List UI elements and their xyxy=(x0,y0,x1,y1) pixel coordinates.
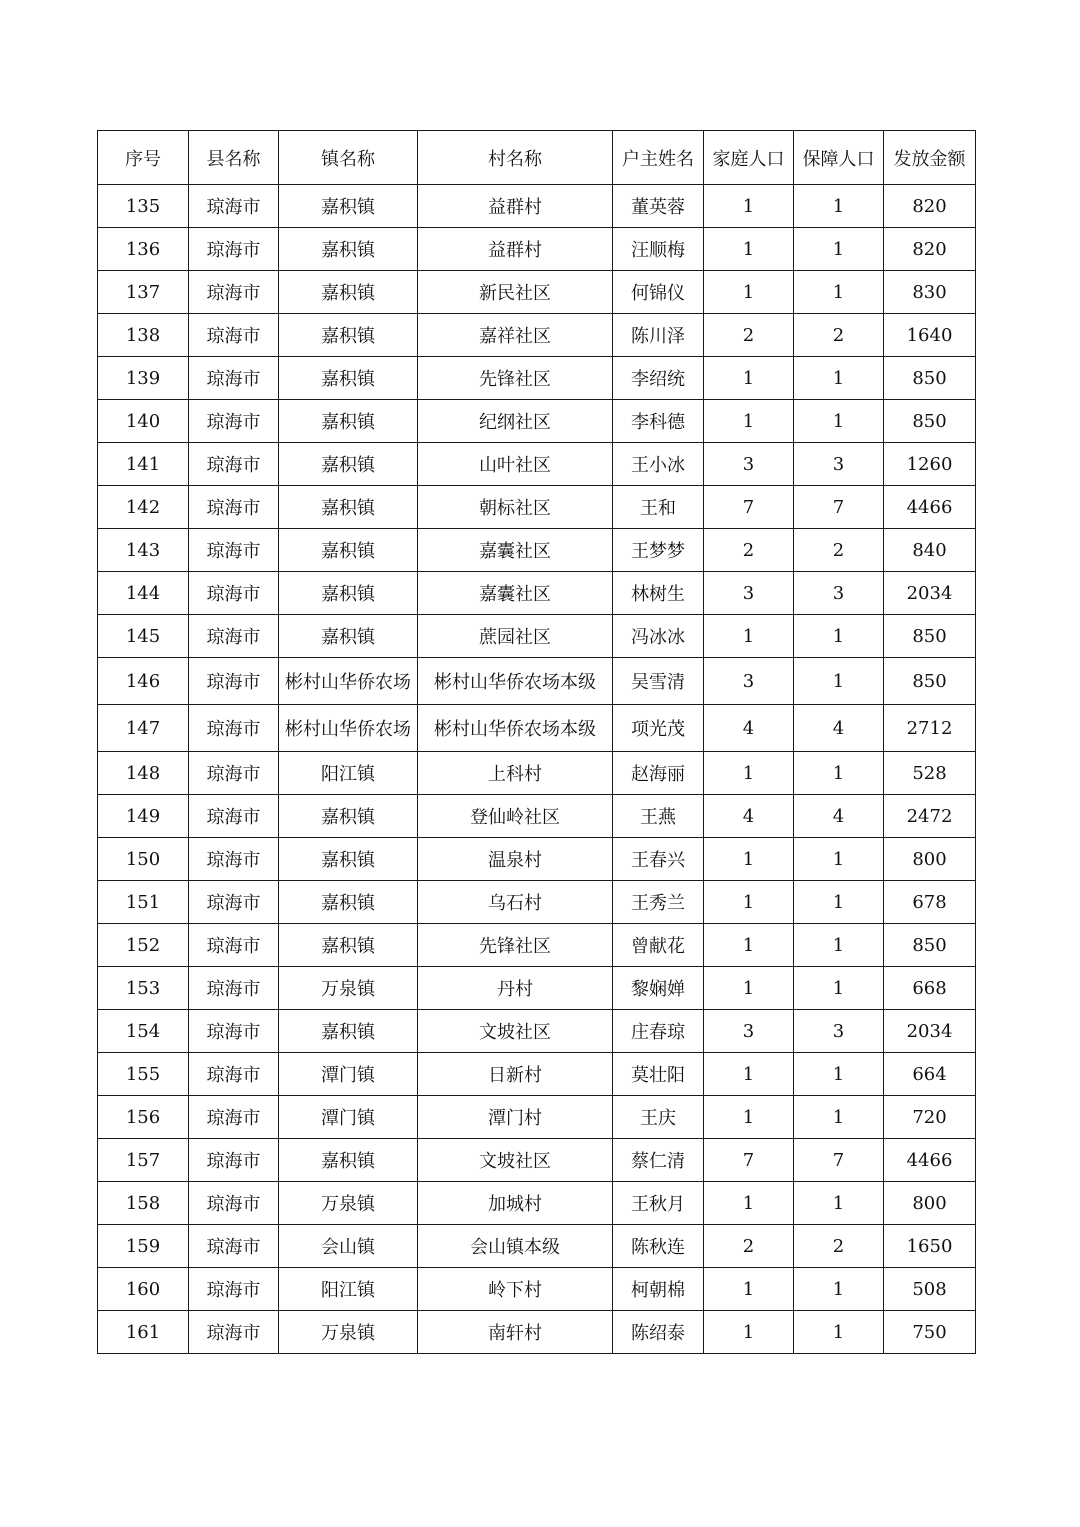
county-cell: 琼海市 xyxy=(189,486,279,529)
family-population-cell: 4 xyxy=(704,795,794,838)
table-row xyxy=(98,1268,976,1311)
amount-cell: 820 xyxy=(884,228,976,271)
village-cell: 益群村 xyxy=(418,185,613,228)
family-population-cell: 1 xyxy=(704,924,794,967)
family-population-cell: 4 xyxy=(704,705,794,752)
table-row xyxy=(98,1225,976,1268)
householder-cell: 王小冰 xyxy=(613,443,704,486)
householder-cell: 蔡仁清 xyxy=(613,1139,704,1182)
county-cell: 琼海市 xyxy=(189,1096,279,1139)
householder-cell: 王春兴 xyxy=(613,838,704,881)
covered-population-cell: 2 xyxy=(794,1225,884,1268)
table-row xyxy=(98,615,976,658)
serial-no-cell: 144 xyxy=(98,572,189,615)
town-cell: 潭门镇 xyxy=(279,1096,418,1139)
town-cell: 嘉积镇 xyxy=(279,572,418,615)
serial-no-cell: 137 xyxy=(98,271,189,314)
serial-no-cell: 143 xyxy=(98,529,189,572)
village-cell: 嘉囊社区 xyxy=(418,529,613,572)
householder-cell: 林树生 xyxy=(613,572,704,615)
table-row xyxy=(98,1311,976,1354)
village-cell: 新民社区 xyxy=(418,271,613,314)
town-cell: 嘉积镇 xyxy=(279,529,418,572)
amount-cell: 830 xyxy=(884,271,976,314)
table-row xyxy=(98,752,976,795)
family-population-cell: 1 xyxy=(704,1182,794,1225)
table-row xyxy=(98,705,976,752)
family-population-cell: 1 xyxy=(704,967,794,1010)
covered-population-cell: 2 xyxy=(794,529,884,572)
county-cell: 琼海市 xyxy=(189,314,279,357)
covered-population-cell: 1 xyxy=(794,967,884,1010)
county-cell: 琼海市 xyxy=(189,1182,279,1225)
county-cell: 琼海市 xyxy=(189,357,279,400)
county-cell: 琼海市 xyxy=(189,658,279,705)
serial-no-cell: 160 xyxy=(98,1268,189,1311)
village-cell: 乌石村 xyxy=(418,881,613,924)
amount-cell: 820 xyxy=(884,185,976,228)
amount-cell: 2472 xyxy=(884,795,976,838)
covered-population-cell: 1 xyxy=(794,838,884,881)
village-cell: 先锋社区 xyxy=(418,357,613,400)
village-cell: 温泉村 xyxy=(418,838,613,881)
header-family-population: 家庭人口 xyxy=(704,131,794,185)
county-cell: 琼海市 xyxy=(189,1010,279,1053)
village-cell: 纪纲社区 xyxy=(418,400,613,443)
covered-population-cell: 1 xyxy=(794,1268,884,1311)
amount-cell: 1260 xyxy=(884,443,976,486)
amount-cell: 4466 xyxy=(884,486,976,529)
village-cell: 朝标社区 xyxy=(418,486,613,529)
householder-cell: 柯朝棉 xyxy=(613,1268,704,1311)
village-cell: 岭下村 xyxy=(418,1268,613,1311)
table-row xyxy=(98,486,976,529)
amount-cell: 800 xyxy=(884,838,976,881)
family-population-cell: 1 xyxy=(704,838,794,881)
serial-no-cell: 154 xyxy=(98,1010,189,1053)
serial-no-cell: 139 xyxy=(98,357,189,400)
family-population-cell: 7 xyxy=(704,1139,794,1182)
family-population-cell: 1 xyxy=(704,1096,794,1139)
serial-no-cell: 136 xyxy=(98,228,189,271)
table-row xyxy=(98,185,976,228)
table-row xyxy=(98,529,976,572)
table-row xyxy=(98,1139,976,1182)
covered-population-cell: 1 xyxy=(794,615,884,658)
covered-population-cell: 1 xyxy=(794,1182,884,1225)
family-population-cell: 2 xyxy=(704,1225,794,1268)
town-cell: 嘉积镇 xyxy=(279,881,418,924)
serial-no-cell: 141 xyxy=(98,443,189,486)
family-population-cell: 3 xyxy=(704,658,794,705)
amount-cell: 850 xyxy=(884,924,976,967)
family-population-cell: 1 xyxy=(704,271,794,314)
covered-population-cell: 7 xyxy=(794,486,884,529)
family-population-cell: 1 xyxy=(704,615,794,658)
family-population-cell: 1 xyxy=(704,228,794,271)
header-payment-amount: 发放金额 xyxy=(884,131,976,185)
householder-cell: 曾献花 xyxy=(613,924,704,967)
family-population-cell: 1 xyxy=(704,1053,794,1096)
table-row xyxy=(98,795,976,838)
householder-cell: 王秋月 xyxy=(613,1182,704,1225)
serial-no-cell: 145 xyxy=(98,615,189,658)
householder-cell: 王庆 xyxy=(613,1096,704,1139)
table-row xyxy=(98,1096,976,1139)
header-covered-population: 保障人口 xyxy=(794,131,884,185)
family-population-cell: 1 xyxy=(704,1268,794,1311)
table-row xyxy=(98,228,976,271)
serial-no-cell: 147 xyxy=(98,705,189,752)
village-cell: 登仙岭社区 xyxy=(418,795,613,838)
covered-population-cell: 3 xyxy=(794,443,884,486)
amount-cell: 850 xyxy=(884,400,976,443)
householder-cell: 汪顺梅 xyxy=(613,228,704,271)
town-cell-text: 彬村山华侨农场 xyxy=(285,719,411,740)
covered-population-cell: 1 xyxy=(794,1096,884,1139)
allowance-table xyxy=(97,130,976,1354)
householder-cell: 王梦梦 xyxy=(613,529,704,572)
town-cell: 万泉镇 xyxy=(279,1311,418,1354)
table-row xyxy=(98,1053,976,1096)
table-row xyxy=(98,924,976,967)
householder-cell: 赵海丽 xyxy=(613,752,704,795)
county-cell: 琼海市 xyxy=(189,881,279,924)
county-cell: 琼海市 xyxy=(189,967,279,1010)
village-cell: 益群村 xyxy=(418,228,613,271)
amount-cell: 1650 xyxy=(884,1225,976,1268)
family-population-cell: 2 xyxy=(704,314,794,357)
village-cell: 潭门村 xyxy=(418,1096,613,1139)
town-cell: 万泉镇 xyxy=(279,967,418,1010)
table-row xyxy=(98,572,976,615)
serial-no-cell: 156 xyxy=(98,1096,189,1139)
amount-cell: 668 xyxy=(884,967,976,1010)
table-row xyxy=(98,314,976,357)
town-cell: 嘉积镇 xyxy=(279,486,418,529)
householder-cell: 陈秋连 xyxy=(613,1225,704,1268)
village-cell: 文坡社区 xyxy=(418,1010,613,1053)
covered-population-cell: 1 xyxy=(794,357,884,400)
town-cell xyxy=(279,658,418,705)
serial-no-cell: 155 xyxy=(98,1053,189,1096)
serial-no-cell: 149 xyxy=(98,795,189,838)
amount-cell: 2034 xyxy=(884,1010,976,1053)
table-row xyxy=(98,1010,976,1053)
town-cell: 嘉积镇 xyxy=(279,1139,418,1182)
county-cell: 琼海市 xyxy=(189,228,279,271)
family-population-cell: 3 xyxy=(704,1010,794,1053)
serial-no-cell: 138 xyxy=(98,314,189,357)
town-cell: 潭门镇 xyxy=(279,1053,418,1096)
householder-cell: 王秀兰 xyxy=(613,881,704,924)
town-cell: 嘉积镇 xyxy=(279,271,418,314)
serial-no-cell: 159 xyxy=(98,1225,189,1268)
county-cell: 琼海市 xyxy=(189,1053,279,1096)
covered-population-cell: 1 xyxy=(794,185,884,228)
covered-population-cell: 1 xyxy=(794,1311,884,1354)
covered-population-cell: 1 xyxy=(794,271,884,314)
village-cell: 嘉囊社区 xyxy=(418,572,613,615)
householder-cell: 李科德 xyxy=(613,400,704,443)
covered-population-cell: 3 xyxy=(794,572,884,615)
town-cell: 嘉积镇 xyxy=(279,400,418,443)
county-cell: 琼海市 xyxy=(189,1225,279,1268)
serial-no-cell: 158 xyxy=(98,1182,189,1225)
covered-population-cell: 1 xyxy=(794,881,884,924)
serial-no-cell: 161 xyxy=(98,1311,189,1354)
village-cell: 嘉祥社区 xyxy=(418,314,613,357)
county-cell: 琼海市 xyxy=(189,572,279,615)
family-population-cell: 3 xyxy=(704,443,794,486)
family-population-cell: 2 xyxy=(704,529,794,572)
town-cell: 嘉积镇 xyxy=(279,924,418,967)
amount-cell: 850 xyxy=(884,615,976,658)
serial-no-cell: 142 xyxy=(98,486,189,529)
header-row xyxy=(98,131,976,185)
table-row xyxy=(98,443,976,486)
covered-population-cell: 1 xyxy=(794,400,884,443)
covered-population-cell: 2 xyxy=(794,314,884,357)
family-population-cell: 1 xyxy=(704,185,794,228)
table-row xyxy=(98,967,976,1010)
town-cell: 嘉积镇 xyxy=(279,795,418,838)
householder-cell: 陈绍泰 xyxy=(613,1311,704,1354)
amount-cell: 2034 xyxy=(884,572,976,615)
covered-population-cell: 4 xyxy=(794,705,884,752)
householder-cell: 莫壮阳 xyxy=(613,1053,704,1096)
amount-cell: 2712 xyxy=(884,705,976,752)
town-cell: 嘉积镇 xyxy=(279,838,418,881)
serial-no-cell: 135 xyxy=(98,185,189,228)
householder-cell: 冯冰冰 xyxy=(613,615,704,658)
village-cell: 加城村 xyxy=(418,1182,613,1225)
table-row xyxy=(98,881,976,924)
county-cell: 琼海市 xyxy=(189,271,279,314)
amount-cell: 678 xyxy=(884,881,976,924)
covered-population-cell: 1 xyxy=(794,1053,884,1096)
village-cell: 会山镇本级 xyxy=(418,1225,613,1268)
county-cell: 琼海市 xyxy=(189,443,279,486)
village-cell: 上科村 xyxy=(418,752,613,795)
header-village-name: 村名称 xyxy=(418,131,613,185)
serial-no-cell: 146 xyxy=(98,658,189,705)
town-cell: 会山镇 xyxy=(279,1225,418,1268)
county-cell: 琼海市 xyxy=(189,752,279,795)
county-cell: 琼海市 xyxy=(189,185,279,228)
county-cell: 琼海市 xyxy=(189,615,279,658)
amount-cell: 1640 xyxy=(884,314,976,357)
village-cell: 彬村山华侨农场本级 xyxy=(418,658,613,705)
village-cell: 山叶社区 xyxy=(418,443,613,486)
family-population-cell: 1 xyxy=(704,357,794,400)
family-population-cell: 1 xyxy=(704,1311,794,1354)
village-cell: 日新村 xyxy=(418,1053,613,1096)
village-cell: 彬村山华侨农场本级 xyxy=(418,705,613,752)
family-population-cell: 7 xyxy=(704,486,794,529)
county-cell: 琼海市 xyxy=(189,1311,279,1354)
header-householder-name: 户主姓名 xyxy=(613,131,704,185)
amount-cell: 800 xyxy=(884,1182,976,1225)
table-row xyxy=(98,838,976,881)
family-population-cell: 3 xyxy=(704,572,794,615)
header-serial-no: 序号 xyxy=(98,131,189,185)
table-row xyxy=(98,357,976,400)
householder-cell: 何锦仪 xyxy=(613,271,704,314)
amount-cell: 528 xyxy=(884,752,976,795)
family-population-cell: 1 xyxy=(704,752,794,795)
county-cell: 琼海市 xyxy=(189,705,279,752)
serial-no-cell: 151 xyxy=(98,881,189,924)
town-cell: 嘉积镇 xyxy=(279,314,418,357)
householder-cell: 庄春琼 xyxy=(613,1010,704,1053)
table-row xyxy=(98,1182,976,1225)
table-row xyxy=(98,271,976,314)
amount-cell: 850 xyxy=(884,658,976,705)
amount-cell: 850 xyxy=(884,357,976,400)
table-row xyxy=(98,400,976,443)
covered-population-cell: 7 xyxy=(794,1139,884,1182)
covered-population-cell: 1 xyxy=(794,752,884,795)
serial-no-cell: 152 xyxy=(98,924,189,967)
header-town-name: 镇名称 xyxy=(279,131,418,185)
householder-cell: 吴雪清 xyxy=(613,658,704,705)
amount-cell: 664 xyxy=(884,1053,976,1096)
town-cell: 阳江镇 xyxy=(279,752,418,795)
amount-cell: 720 xyxy=(884,1096,976,1139)
householder-cell: 黎娴婵 xyxy=(613,967,704,1010)
amount-cell: 750 xyxy=(884,1311,976,1354)
town-cell: 嘉积镇 xyxy=(279,228,418,271)
covered-population-cell: 1 xyxy=(794,924,884,967)
county-cell: 琼海市 xyxy=(189,1139,279,1182)
householder-cell: 董英蓉 xyxy=(613,185,704,228)
county-cell: 琼海市 xyxy=(189,529,279,572)
table-row xyxy=(98,658,976,705)
village-cell: 丹村 xyxy=(418,967,613,1010)
town-cell xyxy=(279,705,418,752)
serial-no-cell: 140 xyxy=(98,400,189,443)
family-population-cell: 1 xyxy=(704,400,794,443)
town-cell: 嘉积镇 xyxy=(279,357,418,400)
serial-no-cell: 148 xyxy=(98,752,189,795)
serial-no-cell: 150 xyxy=(98,838,189,881)
town-cell: 嘉积镇 xyxy=(279,615,418,658)
county-cell: 琼海市 xyxy=(189,1268,279,1311)
amount-cell: 4466 xyxy=(884,1139,976,1182)
serial-no-cell: 157 xyxy=(98,1139,189,1182)
village-cell: 蔗园社区 xyxy=(418,615,613,658)
covered-population-cell: 4 xyxy=(794,795,884,838)
amount-cell: 508 xyxy=(884,1268,976,1311)
town-cell: 万泉镇 xyxy=(279,1182,418,1225)
county-cell: 琼海市 xyxy=(189,400,279,443)
table-body xyxy=(98,185,976,1354)
town-cell-text: 彬村山华侨农场 xyxy=(285,672,411,693)
householder-cell: 王和 xyxy=(613,486,704,529)
village-cell: 文坡社区 xyxy=(418,1139,613,1182)
householder-cell: 项光茂 xyxy=(613,705,704,752)
town-cell: 阳江镇 xyxy=(279,1268,418,1311)
header-county-name: 县名称 xyxy=(189,131,279,185)
covered-population-cell: 3 xyxy=(794,1010,884,1053)
householder-cell: 陈川泽 xyxy=(613,314,704,357)
covered-population-cell: 1 xyxy=(794,658,884,705)
family-population-cell: 1 xyxy=(704,881,794,924)
county-cell: 琼海市 xyxy=(189,838,279,881)
town-cell: 嘉积镇 xyxy=(279,1010,418,1053)
covered-population-cell: 1 xyxy=(794,228,884,271)
householder-cell: 王燕 xyxy=(613,795,704,838)
householder-cell: 李绍统 xyxy=(613,357,704,400)
village-cell: 南轩村 xyxy=(418,1311,613,1354)
amount-cell: 840 xyxy=(884,529,976,572)
village-cell: 先锋社区 xyxy=(418,924,613,967)
county-cell: 琼海市 xyxy=(189,795,279,838)
table-header xyxy=(98,131,976,185)
county-cell: 琼海市 xyxy=(189,924,279,967)
serial-no-cell: 153 xyxy=(98,967,189,1010)
town-cell: 嘉积镇 xyxy=(279,185,418,228)
town-cell: 嘉积镇 xyxy=(279,443,418,486)
